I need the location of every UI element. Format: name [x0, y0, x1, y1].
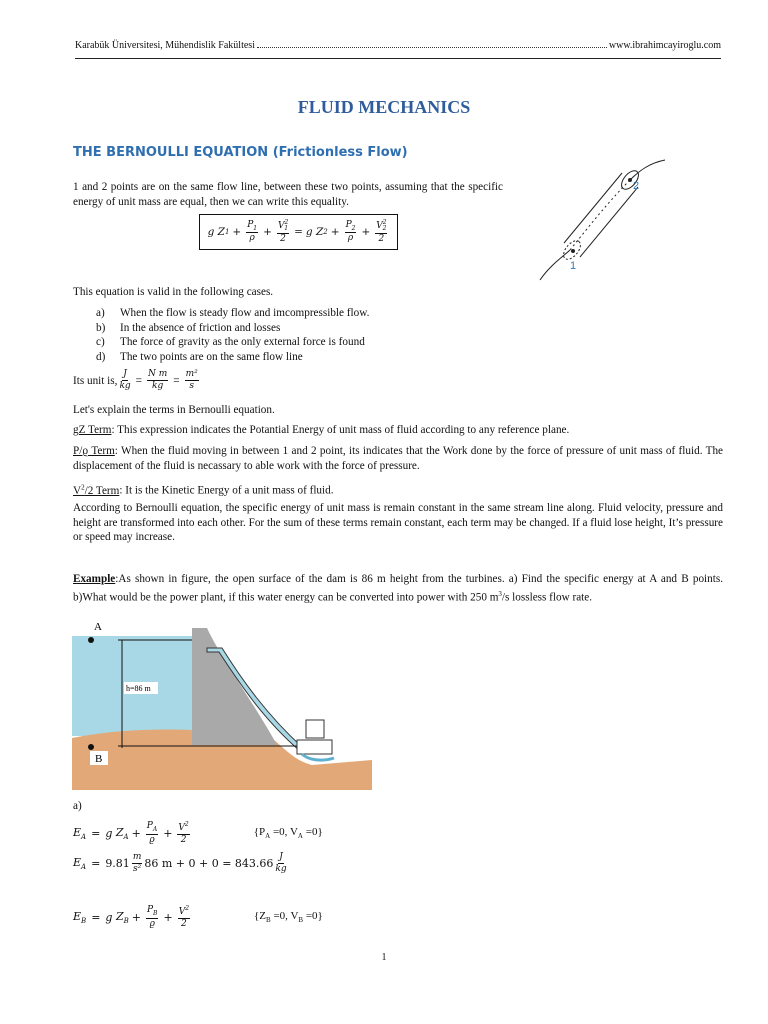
unit-frac-3 — [185, 370, 199, 391]
ea-p: P — [146, 821, 153, 832]
point-a-label: A — [94, 621, 102, 633]
eq-p2-sub: 2 — [351, 224, 356, 232]
ea-v-sq: 2 — [184, 821, 189, 828]
point-b-label: B — [95, 753, 103, 765]
ea-v: V — [178, 823, 185, 833]
ea-rho: ϱ — [149, 834, 155, 845]
eb-v-frac — [178, 906, 190, 929]
eb-g: g — [105, 911, 113, 924]
eb-p-frac — [146, 906, 158, 929]
ea-res-lhs — [73, 856, 86, 871]
case-text: In the absence of friction and losses — [120, 321, 281, 334]
term-p-text: : When the fluid moving in between 1 and 2 point, its indicates that the Work done by the force of pressure of unit mass of fluid. The displacement of the fluid is necassary to able work with the force of pressure. — [73, 445, 723, 472]
cases-list — [73, 307, 713, 365]
ea-res-rest: 86 m + 0 + 0 = 843.66 — [144, 857, 274, 870]
eq-v1-frac — [277, 220, 289, 245]
ea-res-eq: = — [91, 857, 101, 870]
header-left: Karabük Üniversitesi, Mühendislik Fakültesi — [75, 40, 255, 51]
ea-v-den: 2 — [180, 835, 187, 845]
eq-g2: g — [305, 226, 313, 238]
case-label: b) — [96, 321, 106, 334]
eq-g1: g — [207, 226, 215, 238]
unit-frac-2 — [147, 370, 168, 391]
ea-cond-sub-2: A — [297, 832, 303, 841]
case-label: a) — [96, 307, 105, 319]
unit-eq-1: = — [135, 374, 142, 387]
page-number: 1 — [381, 952, 387, 963]
example-text-a: :As shown in figure, the open surface of the dam is 86 m height from the turbines. a) Find the specific energy at A and B points. b)What would be the power plant, if this water energy can be converted into power with 250 m — [73, 573, 723, 604]
eq-rho1: ρ — [249, 233, 255, 244]
part-a-label: a) — [73, 800, 82, 812]
point-a-dot — [88, 637, 94, 643]
case-label: d) — [96, 350, 106, 363]
eb-plus-1: + — [131, 911, 141, 924]
ea-v-frac — [177, 822, 189, 845]
ea-lhs — [73, 826, 86, 841]
unit-eq-2: = — [173, 374, 180, 387]
ea-condition — [254, 826, 323, 840]
eb-v-sq: 2 — [185, 905, 190, 912]
eb-z-letter: Z — [115, 909, 124, 923]
eq-z2: Z — [315, 226, 324, 238]
generator — [306, 720, 324, 738]
eq-v2-sub: 2 — [382, 225, 387, 233]
eq-den1: 2 — [280, 234, 286, 245]
ea-z-letter: Z — [115, 825, 124, 839]
ea-p-frac — [146, 822, 158, 845]
ea-cond-1: {P — [253, 826, 266, 839]
eb-sub: B — [81, 917, 87, 926]
eb-z-sub: B — [123, 917, 129, 926]
eb-p-sub: B — [153, 909, 158, 917]
pipe-label-1: 1 — [570, 260, 577, 272]
example-label: Example — [73, 573, 116, 585]
term-v-text: : It is the Kinetic Energy of a unit mass of fluid. — [119, 484, 334, 497]
case-label: c) — [96, 336, 105, 348]
unit-f1-num: J — [123, 369, 127, 379]
dam-body — [192, 628, 277, 745]
eb-e: E — [73, 909, 82, 923]
eq-v2-sq: 2 — [382, 218, 387, 226]
case-text: The force of gravity as the only external force is found — [120, 336, 365, 348]
page-header — [75, 40, 721, 51]
eb-v: V — [178, 907, 186, 917]
eb-p: P — [146, 905, 154, 916]
ea-res-sub: A — [81, 863, 87, 872]
eb-cond-1: {Z — [254, 910, 267, 923]
term-gz-label: gZ Term — [73, 424, 112, 436]
summary-paragraph: According to Bernoulli equation, the specific energy of unit mass is remain constant in the same stream line along. Fluid velocity, pressure and height are transformed into each other. For the sum of these terms remain constant, each term may be changed. If a fluid lose height, It’s pressure or speed may increase. — [73, 502, 723, 543]
eb-cond-sub-1: B — [266, 916, 271, 925]
eq-plus-2: + — [263, 226, 272, 238]
point-b-dot — [88, 744, 94, 750]
unit-frac-1 — [119, 370, 130, 391]
ea-result — [73, 853, 289, 874]
turbine-housing — [297, 740, 332, 754]
case-text: The two points are on the same flow line — [120, 350, 303, 363]
case-item — [73, 351, 713, 366]
document-title: FLUID MECHANICS — [297, 97, 471, 117]
eb-equation — [73, 906, 323, 929]
eb-cond-2: =0, V — [270, 910, 299, 923]
eq-v1: V — [277, 220, 285, 231]
header-right: www.ibrahimcayiroglu.com — [608, 40, 721, 51]
eq-v2: V — [376, 220, 383, 231]
section-heading — [73, 145, 408, 160]
ea-res-jkg — [275, 853, 286, 874]
eq-p1: P — [247, 219, 254, 230]
unit-lead: Its unit is, — [73, 374, 118, 387]
term-v-sup: 2 — [81, 483, 85, 491]
eq-z1: Z — [217, 226, 225, 238]
ea-e: E — [73, 825, 82, 839]
ea-z-sub: A — [123, 833, 129, 842]
term-v — [73, 480, 723, 498]
ea-g: g — [105, 827, 113, 840]
point-1-dot — [571, 249, 575, 253]
ea-sub: A — [81, 833, 87, 842]
example-sup: 3 — [498, 589, 502, 598]
term-v-pre: V — [73, 484, 82, 497]
unit-f3-num: m² — [185, 369, 198, 379]
unit-f2-num: N m — [147, 369, 168, 379]
case-item — [73, 322, 713, 337]
ea-z — [116, 826, 129, 841]
unit-f3-den: s — [189, 381, 194, 391]
unit-f1-den: kg — [119, 381, 131, 391]
ea-res-m: m — [132, 852, 142, 862]
ea-res-j: J — [279, 852, 283, 862]
dam-figure — [72, 620, 372, 790]
eq-z2-sub: 2 — [323, 228, 328, 236]
intro-paragraph: 1 and 2 points are on the same flow line, between these two points, assuming that the specific energy of unit mass are equal, then we can write this equality. — [73, 181, 503, 208]
ea-eq: = — [91, 827, 101, 840]
unit-line — [73, 370, 201, 391]
ea-cond-sub-1: A — [265, 832, 271, 841]
eb-z — [116, 910, 129, 925]
eq-plus-3: + — [330, 226, 340, 238]
ea-p-sub: A — [152, 825, 158, 833]
ea-res-s2: s² — [132, 864, 142, 874]
case-item — [73, 307, 713, 322]
ea-plus-2: + — [163, 827, 173, 840]
eb-eq: = — [91, 911, 101, 924]
term-v-post: /2 Term — [84, 484, 120, 497]
ea-cond-3: =0} — [302, 826, 323, 839]
eq-p1-sub: 1 — [253, 224, 258, 232]
eq-z1-sub: 1 — [224, 228, 230, 236]
eb-rho: ϱ — [149, 918, 155, 929]
header-rule — [75, 58, 721, 59]
eq-p1-frac — [246, 221, 258, 244]
case-item — [73, 336, 713, 351]
term-p-label: P/ϱ Term — [73, 445, 115, 457]
eq-p2: P — [345, 219, 352, 230]
pipe-label-2: 2 — [633, 180, 640, 192]
example-paragraph — [73, 572, 723, 605]
eq-equals: = — [294, 226, 303, 238]
bernoulli-equation — [199, 214, 398, 250]
section-heading-sub: (Frictionless Flow) — [272, 145, 408, 160]
eq-plus-1: + — [232, 226, 242, 238]
ea-res-g: 9.81 — [105, 857, 130, 870]
eb-cond-3: =0} — [303, 910, 323, 923]
ea-res-unit-frac — [132, 853, 143, 874]
case-text: When the flow is steady flow and imcompressible flow. — [120, 307, 370, 319]
eq-v2-frac — [375, 220, 387, 245]
term-v-label — [73, 485, 119, 497]
center-streamline — [570, 180, 630, 250]
valid-intro: This equation is valid in the following cases. — [73, 286, 274, 298]
eb-plus-2: + — [163, 911, 173, 924]
example-text-b: /s lossless flow rate. — [501, 591, 593, 604]
streamline-top — [630, 160, 665, 180]
section-heading-main: THE BERNOULLI EQUATION — [73, 145, 269, 160]
unit-f2-den: kg — [152, 381, 164, 391]
eb-cond-sub-2: B — [298, 916, 304, 925]
eq-v1-sq: 2 — [284, 218, 289, 226]
term-gz-text: : This expression indicates the Potantial Energy of unit mass of fluid according to any reference plane. — [111, 424, 570, 436]
tailwater — [302, 754, 334, 760]
header-dots — [257, 46, 607, 48]
eq-rho2: ρ — [347, 233, 354, 244]
point-2-dot — [628, 178, 632, 182]
explain-intro: Let's explain the terms in Bernoulli equation. — [73, 404, 275, 416]
eq-plus-4: + — [361, 226, 371, 238]
eq-p2-frac — [345, 221, 357, 244]
ea-equation — [73, 822, 323, 845]
ea-res-kg: kg — [275, 864, 287, 874]
eb-v-den: 2 — [180, 919, 187, 929]
eq-den2: 2 — [378, 234, 385, 245]
streamline-bottom — [540, 250, 570, 280]
eq-v1-sub: 1 — [284, 225, 289, 233]
term-p — [73, 444, 723, 473]
ea-res-e: E — [73, 855, 82, 869]
eb-condition — [254, 910, 323, 924]
eb-lhs — [73, 910, 86, 925]
ea-plus-1: + — [131, 827, 141, 840]
term-gz — [73, 423, 723, 438]
tube-walls — [564, 173, 638, 257]
stream-tube-figure — [530, 155, 670, 285]
ea-cond-2: =0, V — [270, 826, 298, 839]
height-label: h=86 m — [126, 684, 151, 693]
